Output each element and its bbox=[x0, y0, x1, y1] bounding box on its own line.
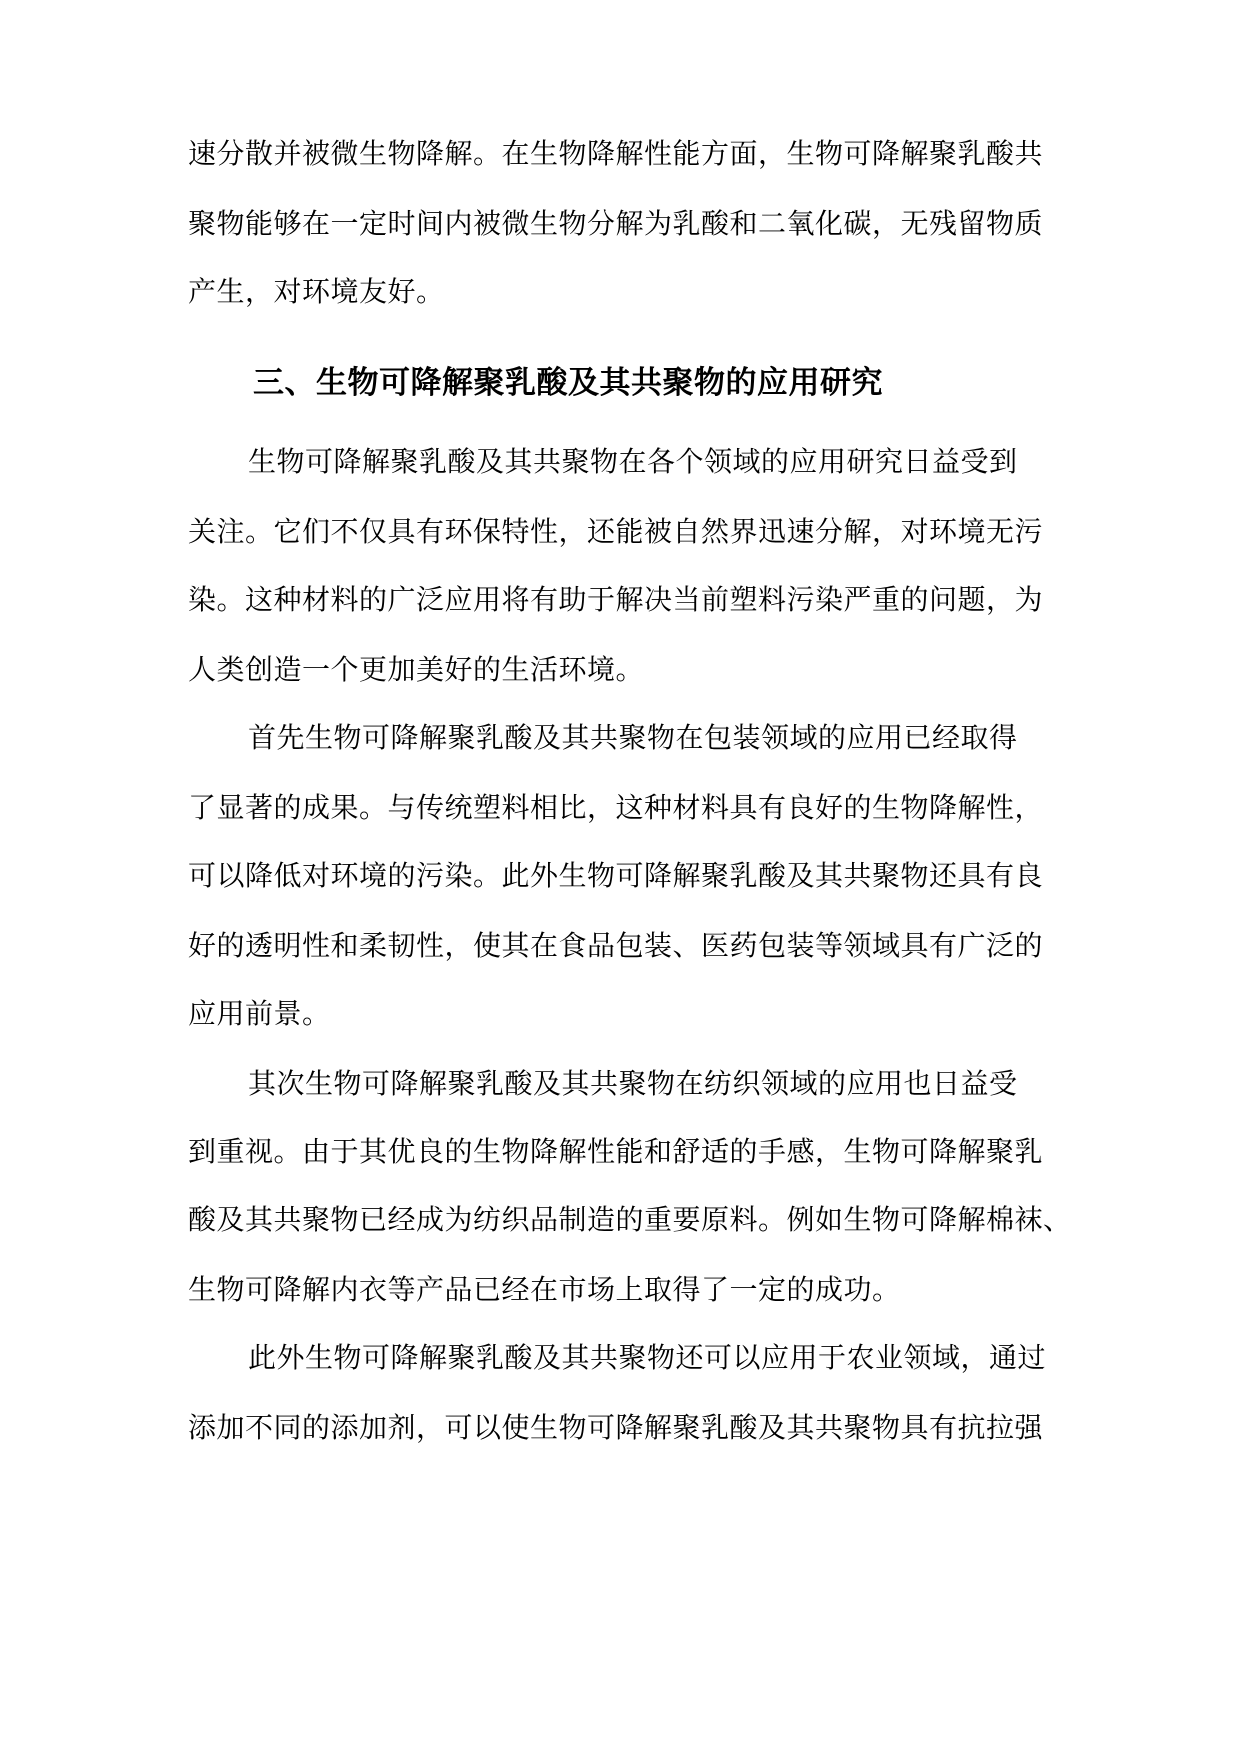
text-line: 聚物能够在一定时间内被微生物分解为乳酸和二氧化碳，无残留物质 bbox=[188, 207, 1044, 240]
text-line: 可以降低对环境的污染。此外生物可降解聚乳酸及其共聚物还具有良 bbox=[188, 859, 1044, 892]
section-heading: 三、生物可降解聚乳酸及其共聚物的应用研究 bbox=[253, 365, 883, 401]
text-line: 到重视。由于其优良的生物降解性能和舒适的手感，生物可降解聚乳 bbox=[188, 1135, 1044, 1168]
text-line: 酸及其共聚物已经成为纺织品制造的重要原料。例如生物可降解棉袜、 bbox=[188, 1203, 1072, 1236]
text-line: 添加不同的添加剂，可以使生物可降解聚乳酸及其共聚物具有抗拉强 bbox=[188, 1411, 1044, 1444]
text-line: 人类创造一个更加美好的生活环境。 bbox=[188, 653, 645, 686]
text-line: 首先生物可降解聚乳酸及其共聚物在包装领域的应用已经取得 bbox=[248, 721, 1018, 754]
text-line: 产生，对环境友好。 bbox=[188, 275, 445, 308]
text-line: 好的透明性和柔韧性，使其在食品包装、医药包装等领域具有广泛的 bbox=[188, 929, 1044, 962]
text-line: 了显著的成果。与传统塑料相比，这种材料具有良好的生物降解性， bbox=[188, 791, 1044, 824]
text-line: 关注。它们不仅具有环保特性，还能被自然界迅速分解，对环境无污 bbox=[188, 515, 1044, 548]
text-line: 速分散并被微生物降解。在生物降解性能方面，生物可降解聚乳酸共 bbox=[188, 137, 1044, 170]
text-line: 生物可降解内衣等产品已经在市场上取得了一定的成功。 bbox=[188, 1273, 901, 1306]
text-line: 生物可降解聚乳酸及其共聚物在各个领域的应用研究日益受到 bbox=[248, 445, 1018, 478]
text-line: 此外生物可降解聚乳酸及其共聚物还可以应用于农业领域，通过 bbox=[248, 1341, 1047, 1374]
text-line: 应用前景。 bbox=[188, 997, 331, 1030]
text-line: 染。这种材料的广泛应用将有助于解决当前塑料污染严重的问题，为 bbox=[188, 583, 1044, 616]
text-line: 其次生物可降解聚乳酸及其共聚物在纺织领域的应用也日益受 bbox=[248, 1067, 1018, 1100]
